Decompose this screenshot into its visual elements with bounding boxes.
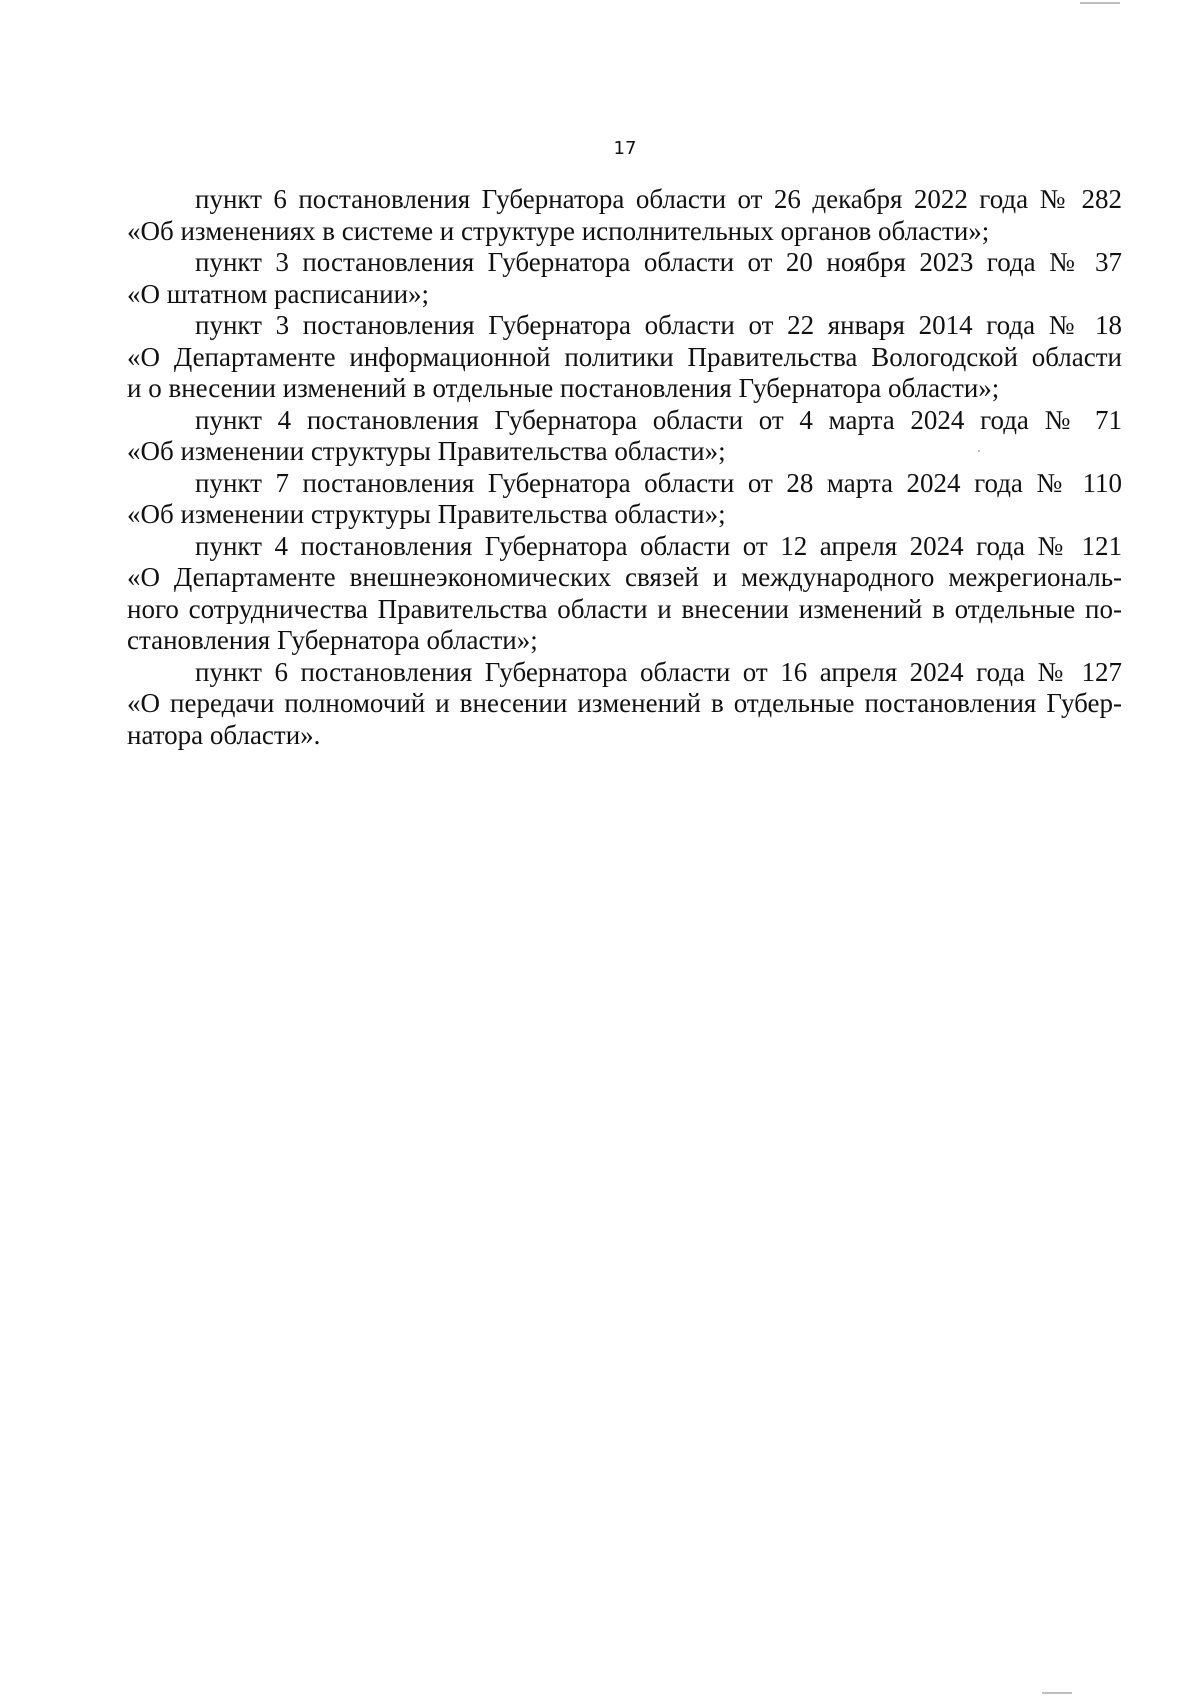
- list-item: [127, 657, 1122, 752]
- item-line: «Об изменении структуры Правительства области»;: [127, 499, 726, 529]
- list-item: [127, 184, 1122, 247]
- list-item: [127, 531, 1122, 657]
- page-number: 17: [613, 138, 637, 159]
- item-line: становления Губернатора области»;: [127, 625, 538, 655]
- list-item: [127, 247, 1122, 310]
- item-first-line: пункт 6 постановления Губернатора области от 26 декабря 2022 года № 282: [195, 184, 1122, 214]
- item-line: «О Департаменте информационной политики Правительства Вологодской области: [127, 341, 1122, 372]
- scan-speck: [978, 450, 980, 452]
- item-first-line: пункт 4 постановления Губернатора области от 12 апреля 2024 года № 121: [195, 530, 1122, 561]
- item-line: «О Департаменте внешнеэкономических связей и международного межрегиональ-: [127, 562, 1122, 592]
- item-first-line: пункт 4 постановления Губернатора области от 4 марта 2024 года № 71: [195, 404, 1122, 435]
- item-line: «О штатном расписании»;: [127, 278, 430, 309]
- item-first-line: пункт 3 постановления Губернатора области от 22 января 2014 года № 18: [195, 310, 1122, 340]
- item-line: и о внесении изменений в отдельные постановления Губернатора области»;: [127, 373, 1000, 403]
- scan-speck: [1042, 1692, 1072, 1694]
- item-line: натора области».: [127, 719, 321, 750]
- item-line: «Об изменении структуры Правительства области»;: [127, 436, 726, 466]
- list-item: [127, 310, 1122, 405]
- item-line: «О передачи полномочий и внесении изменений в отдельные постановления Губер-: [127, 688, 1122, 718]
- item-line: ного сотрудничества Правительства области и внесении изменений в отдельные по-: [127, 593, 1122, 624]
- item-first-line: пункт 6 постановления Губернатора области от 16 апреля 2024 года № 127: [195, 656, 1122, 687]
- item-line: «Об изменениях в системе и структуре исполнительных органов области»;: [127, 215, 990, 246]
- item-first-line: пункт 7 постановления Губернатора области от 28 марта 2024 года № 110: [195, 467, 1122, 498]
- list-item: [127, 405, 1122, 468]
- scan-speck: [1080, 2, 1120, 4]
- item-first-line: пункт 3 постановления Губернатора области от 20 ноября 2023 года № 37: [195, 247, 1122, 277]
- document-body: [127, 184, 1122, 751]
- list-item: [127, 468, 1122, 531]
